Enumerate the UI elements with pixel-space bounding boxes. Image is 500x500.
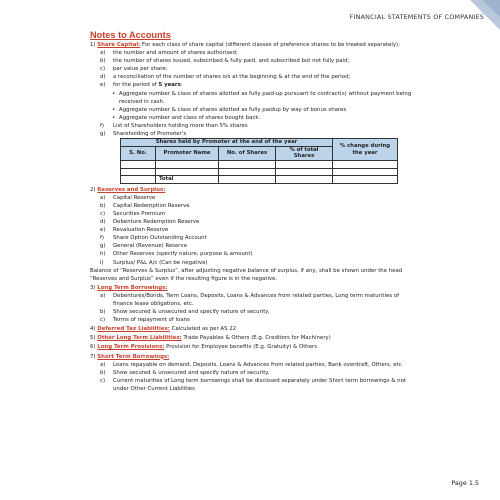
- table-column-header: No. of Shares: [219, 146, 276, 160]
- section-text: Provision for Employee benefits (E.g. Gratuity) & Others: [164, 344, 318, 351]
- section-text: Calculated as per AS 22: [169, 326, 237, 333]
- section-long-term-borrowings: [90, 284, 418, 292]
- list-item: [90, 226, 418, 234]
- list-item: [90, 81, 418, 89]
- item-marker: d): [100, 74, 106, 81]
- item-marker: a): [100, 194, 106, 201]
- notes-content: [90, 30, 418, 393]
- item-text: a reconciliation of the number of shares o/s at the beginning & at the end of the period;: [113, 74, 351, 81]
- item-marker: c): [100, 377, 106, 384]
- item-marker: c): [100, 210, 106, 217]
- section-heading: Deferred Tax Liabilities:: [97, 326, 170, 333]
- table-column-header: % of total Shares: [276, 146, 333, 160]
- table-change-header: % change during the year: [333, 139, 398, 161]
- section-heading: Long Term Borrowings:: [97, 284, 168, 291]
- list-item: [90, 49, 418, 57]
- item-text: Capital Redemption Reserve: [113, 202, 190, 209]
- list-item: [90, 361, 418, 369]
- running-header: FINANCIAL STATEMENTS OF COMPANIES: [349, 13, 484, 21]
- bullet-text: Aggregate number & class of shares allotted as fully paidup by way of bonus shares: [119, 106, 347, 113]
- item-text: for the period of: [113, 82, 159, 89]
- bullet-icon: •: [112, 114, 116, 121]
- bullet-icon: •: [112, 90, 116, 97]
- section-text: Trade Payables & Others (E.g. Creditors for Machinery): [181, 335, 331, 342]
- item-text: Share Option Outstanding Account: [113, 235, 207, 242]
- bullet-item: [90, 90, 418, 106]
- table-row: [121, 160, 398, 168]
- list-item: [90, 316, 418, 324]
- item-text: List of Shareholders holding more than 5% shares: [113, 122, 248, 129]
- item-marker: g): [100, 243, 106, 250]
- item-marker: i): [100, 259, 104, 266]
- item-text: Current maturities of Long term borrowings shall be disclosed separately under Short term borrowings & not under Other Current Liabilities: [113, 377, 406, 392]
- section-number: 4): [90, 326, 96, 333]
- item-marker: a): [100, 361, 106, 368]
- item-marker: h): [100, 251, 106, 258]
- item-text: Terms of repayment of loans: [113, 317, 190, 324]
- list-item: [90, 130, 418, 138]
- item-text: General (Revenue) Reserve: [113, 243, 188, 250]
- list-item: [90, 65, 418, 73]
- bullet-item: [90, 106, 418, 114]
- item-marker: c): [100, 66, 106, 73]
- section-short-term-borrowings: [90, 353, 418, 361]
- section-number: 1): [90, 42, 96, 48]
- item-text: the number and amount of shares authorised;: [113, 50, 238, 57]
- section-heading: Other Long Term Liabilities:: [97, 335, 182, 342]
- section-intro: For each class of share capital (different classes of preference shares to be treated separately):: [140, 42, 400, 48]
- list-item: [90, 242, 418, 250]
- item-marker: b): [100, 202, 106, 209]
- item-marker: f): [100, 235, 105, 242]
- item-text: Capital Reserve: [113, 194, 156, 201]
- list-item: [90, 73, 418, 81]
- section-heading: Share Capital:: [97, 42, 141, 48]
- list-item: [90, 377, 418, 393]
- item-text: Surplus/ P&L A/c (Can be negative): [113, 259, 208, 266]
- item-marker: b): [100, 309, 106, 316]
- item-marker: d): [100, 219, 106, 226]
- section-reserves: [90, 186, 418, 194]
- list-item: [90, 218, 418, 226]
- list-item: [90, 194, 418, 202]
- list-item: [90, 57, 418, 65]
- item-marker: e): [100, 82, 106, 89]
- promoter-shareholding-table: [120, 138, 398, 184]
- reserves-note: Balance of “Reserves & Surplus”, after adjusting negative balance of surplus, if any, shall be shown under the head “Reserves and Surplus” even if the resulting figure is in the negative.: [90, 267, 403, 282]
- bullet-text: Aggregate number & class of shares allotted as fully paid-up pursuant to contract(s) without payment being received in cash.: [119, 90, 412, 105]
- item-text: :: [180, 82, 183, 89]
- section-number: 3): [90, 284, 96, 291]
- section-number: 7): [90, 353, 96, 360]
- section-deferred-tax: [90, 325, 418, 333]
- bullet-icon: •: [112, 106, 116, 113]
- bullet-text: Aggregate number and class of shares bought back.: [119, 114, 261, 121]
- item-text: par value per share;: [113, 66, 168, 73]
- item-marker: g): [100, 131, 106, 138]
- list-item: [90, 369, 418, 377]
- page-number: Page 1.5: [451, 479, 479, 487]
- item-marker: c): [100, 317, 106, 324]
- item-text: Show secured & unsecured and specify nature of security.: [113, 309, 270, 316]
- table-total-label: Total: [156, 176, 219, 184]
- item-text: Loans repayable on demand, Deposits, Loans & Advances from related parties, Bank overdraft, Others, etc.: [113, 361, 404, 368]
- bullet-item: [90, 114, 418, 122]
- item-text: Shareholding of Promoter's: [113, 131, 187, 138]
- item-text: Debentures/Bonds, Term Loans, Deposits, Loans & Advances from related parties, Long term maturities of finance lease obligations, etc.: [113, 292, 399, 307]
- item-marker: f): [100, 122, 105, 129]
- section-heading: Reserves and Surplus:: [97, 186, 166, 193]
- item-text: Revaluation Reserve: [113, 227, 169, 234]
- list-item: [90, 292, 418, 308]
- section-share-capital: [90, 41, 418, 49]
- item-text: Debenture Redemption Reserve: [113, 219, 200, 226]
- section-other-long-term-liabilities: [90, 334, 418, 342]
- section-long-term-provisions: [90, 343, 418, 351]
- item-marker: e): [100, 227, 106, 234]
- table-group-header: Shares held by Promoter at the end of the year: [121, 139, 333, 147]
- table-column-header: Promoter Name: [156, 146, 219, 160]
- item-text: Show secured & unsecured and specify nature of security.: [113, 369, 270, 376]
- list-item: [90, 210, 418, 218]
- section-number: 2): [90, 186, 96, 193]
- item-bold-text: 5 years: [158, 82, 181, 89]
- section-number: 6): [90, 344, 96, 351]
- section-number: 5): [90, 335, 96, 342]
- item-marker: b): [100, 58, 106, 65]
- item-marker: b): [100, 369, 106, 376]
- table-total-row: [121, 176, 398, 184]
- item-text: Securities Premium: [113, 210, 166, 217]
- list-item: [90, 259, 418, 267]
- list-item: [90, 308, 418, 316]
- section-heading: Short Term Borrowings:: [97, 353, 170, 360]
- list-item: [90, 250, 418, 258]
- list-item: [90, 202, 418, 210]
- item-text: the number of shares issued, subscribed & fully paid, and subscribed but not fully paid;: [113, 58, 350, 65]
- list-item: [90, 234, 418, 242]
- item-marker: a): [100, 292, 106, 299]
- list-item: [90, 122, 418, 130]
- table-column-header: S. No.: [121, 146, 156, 160]
- section-heading: Long Term Provisions:: [97, 344, 165, 351]
- item-text: Other Reserves (specify nature, purpose & amount): [113, 251, 253, 258]
- notes-title: Notes to Accounts: [90, 30, 171, 40]
- item-marker: a): [100, 50, 106, 57]
- table-row: [121, 168, 398, 176]
